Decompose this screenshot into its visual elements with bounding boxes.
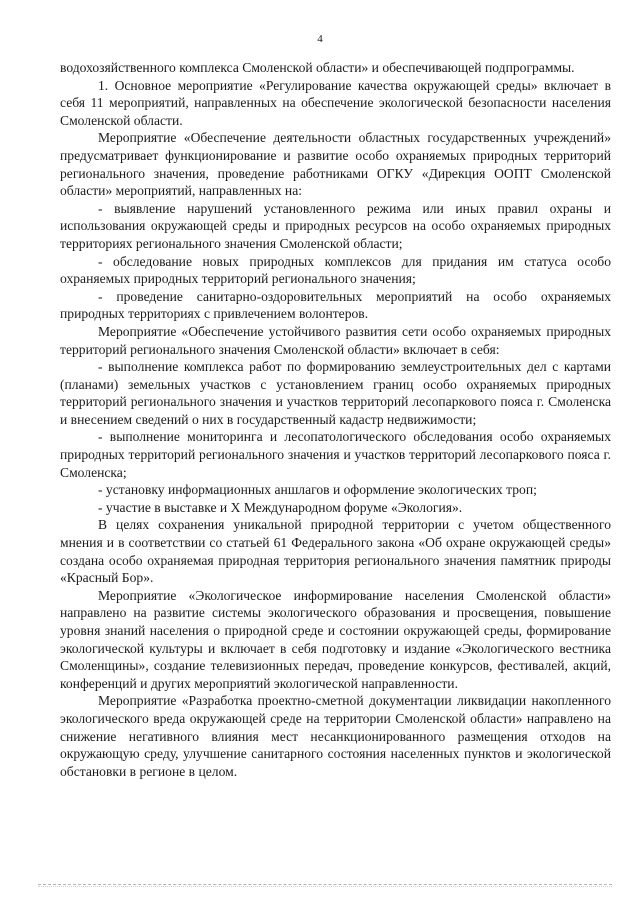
paragraph-institutions: Мероприятие «Обеспечение деятельности областных государственных учреждений» предусматривает функционирование и развитие особо охраняемых природных территорий регионального значения, проведение работниками ОГКУ «Дирекция ООПТ Смоленской области» мероприятий, направленных на: xyxy=(60,130,611,199)
paragraph-continuation: водохозяйственного комплекса Смоленской области» и обеспечивающей подпрограммы. xyxy=(60,60,575,75)
page-number: 4 xyxy=(317,33,323,45)
list-item-survey: - обследование новых природных комплексов для придания им статуса особо охраняемых природных территорий регионального значения; xyxy=(60,253,611,287)
paragraph-network-development: Мероприятие «Обеспечение устойчивого развития сети особо охраняемых природных территорий регионального значения Смоленской области» включает в себя: xyxy=(60,323,611,357)
list-item-forum: - участие в выставке и X Международном форуме «Экология». xyxy=(98,499,463,515)
document-body xyxy=(60,59,611,780)
list-item-signage: - установку информационных аншлагов и оформление экологических троп; xyxy=(98,482,537,498)
paragraph-main-activity: 1. Основное мероприятие «Регулирование качества окружающей среды» включает в себя 11 мероприятий, направленных на обеспечение экологической безопасности населения Смоленской области. xyxy=(60,77,611,128)
list-item-violations: - выявление нарушений установленного режима или иных правил охраны и использования окружающей среды и природных ресурсов на особо охраняемых природных территориях регионального значения Смоленской области; xyxy=(60,200,611,251)
list-item-sanitary: - проведение санитарно-оздоровительных мероприятий на особо охраняемых природных территориях с привлечением волонтеров. xyxy=(60,288,611,322)
list-item-monitoring: - выполнение мониторинга и лесопатологического обследования особо охраняемых природных территорий регионального значения и участков территорий лесопаркового пояса г. Смоленска; xyxy=(60,429,611,480)
list-item-land-management: - выполнение комплекса работ по формированию землеустроительных дел с картами (планами) земельных участков с установлением границ особо охраняемых природных территорий регионального значения и участков территорий лесопаркового пояса г. Смоленска и внесением сведений о них в государственный кадастр недвижимости; xyxy=(60,359,611,427)
paragraph-eco-information: Мероприятие «Экологическое информирование населения Смоленской области» направлено на развитие системы экологического образования и просвещения, повышение уровня знаний населения о природной среде и состоянии окружающей среды, формирование экологической культуры и включает в себя подготовку и издание «Экологического вестника Смоленщины», создание телевизионных передач, проведение конкурсов, фестивалей, акций, конференций и других мероприятий экологической направленности. xyxy=(60,587,611,691)
paragraph-krasny-bor: В целях сохранения уникальной природной территории с учетом общественного мнения и в соответствии со статьей 61 Федерального закона «Об охране окружающей среды» создана особо охраняемая природная территория регионального значения памятник природы «Красный Бор». xyxy=(60,517,611,586)
paragraph-design-documentation: Мероприятие «Разработка проектно-сметной документации ликвидации накопленного экологического вреда окружающей среде на территории Смоленской области» направлено на снижение негативного влияния мест несанкционированного размещения отходов на окружающую среду, улучшение санитарного состояния населенных пунктов и экологической обстановки в регионе в целом. xyxy=(60,693,611,779)
footer-divider-secondary xyxy=(38,886,612,887)
footer-divider xyxy=(38,884,612,885)
